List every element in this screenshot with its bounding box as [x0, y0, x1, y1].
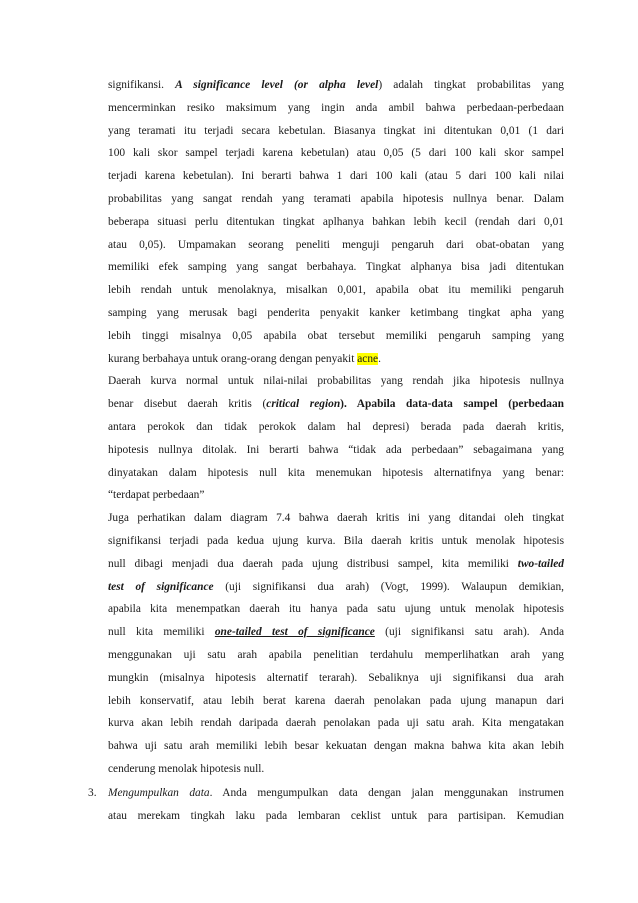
list-item-text	[108, 782, 564, 828]
paragraph-critical-region	[108, 370, 564, 507]
text-line: test of significance (uji signifikansi dua arah) (Vogt, 1999). Walaupun demikian,	[108, 580, 564, 593]
text-line: beberapa situasi perlu ditentukan tingkat aplhanya bahkan lebih kecil (rendah dari 0,01	[108, 215, 564, 228]
text-line: menggunakan uji satu arah apabila penelitian terdahulu memperlihatkan arah yang	[108, 648, 564, 661]
text-line: signifikansi. A significance level (or alpha level) adalah tingkat probabilitas yang	[108, 79, 564, 91]
body-text	[108, 74, 564, 781]
term-test-of-significance: test of significance	[108, 580, 214, 593]
term-significance-level: A significance level (or alpha level	[175, 79, 379, 91]
text-line: atau merekam tingkah laku pada lembaran ceklist untuk para partisipan. Kemudian	[108, 809, 564, 822]
text-line: lebih rendah untuk menolaknya, misalkan 0,001, apabila obat itu memiliki pengaruh	[108, 284, 564, 297]
text-line: lebih tinggi misalnya 0,05 apabila obat tersebut memiliki pengaruh samping yang	[108, 329, 564, 342]
text-line: bahwa uji satu arah memiliki lebih besar kekuatan dengan makna bahwa kita akan lebih	[108, 740, 564, 753]
text-line: hipotesis nullnya ditolak. Ini berarti bahwa “tidak ada perbedaan” sebagaimana yang	[108, 443, 564, 456]
paragraph-significance-level	[108, 74, 564, 370]
text-line: terjadi karena kebetulan). Ini berarti bahwa 1 dari 100 kali (atau 5 dari 100 kali nilai	[108, 170, 564, 183]
text-line: antara perokok dan tidak perokok dalam hal depresi) berada pada daerah kritis,	[108, 420, 564, 433]
text-line: kurva akan lebih rendah daripada daerah penolakan pada uji satu arah. Kita mengatakan	[108, 717, 564, 730]
paragraph-tailed-tests	[108, 507, 564, 781]
text-line: memiliki efek samping yang sangat berbahaya. Tingkat alphanya bisa jadi ditentukan	[108, 261, 564, 274]
text-line: signifikansi terjadi pada kedua ujung kurva. Bila daerah kritis untuk menolak hipotesis	[108, 534, 564, 547]
term-one-tailed-test: one-tailed test of significance	[214, 626, 375, 639]
text-line: null dibagi menjadi dua daerah pada ujung distribusi sampel, kita memiliki two-tailed	[108, 557, 564, 570]
text-line: kurang berbahaya untuk orang-orang dengan penyakit acne.	[108, 352, 381, 365]
text-line: Juga perhatikan dalam diagram 7.4 bahwa daerah kritis ini yang ditandai oleh tingkat	[108, 512, 564, 525]
text-line: yang teramati itu terjadi secara kebetulan. Biasanya tingkat ini ditentukan 0,01 (1 dari	[108, 124, 564, 137]
text-line: cenderung menolak hipotesis null.	[108, 762, 265, 775]
list-item-number: 3.	[88, 787, 97, 799]
term-critical-region: critical region	[266, 398, 341, 411]
term-two-tailed: two-tailed	[517, 557, 564, 570]
text-line: apabila kita menempatkan daerah itu hanya pada satu ujung untuk menolak hipotesis	[108, 603, 564, 616]
text-line: atau 0,05). Umpamakan seorang peneliti menguji pengaruh dari obat-obatan yang	[108, 238, 564, 251]
text-line: mungkin (misalnya hipotesis alternatif terarah). Sebaliknya uji signifikansi dua arah	[108, 671, 564, 684]
text-line: samping yang merusak bagi penderita penyakit kanker ketimbang tingkat apha yang	[108, 306, 564, 319]
text-line: “terdapat perbedaan”	[108, 489, 205, 502]
highlighted-word-acne: acne	[357, 352, 379, 365]
text-line: null kita memiliki one-tailed test of significance (uji signifikansi satu arah). Anda	[108, 626, 564, 639]
text-line: benar disebut daerah kritis (critical region). Apabila data-data sampel (perbedaan	[108, 398, 564, 411]
text-line: dinyatakan dalam hipotesis null kita menemukan hipotesis alternatifnya yang benar:	[108, 466, 564, 479]
text-line: Mengumpulkan data. Anda mengumpulkan data dengan jalan menggunakan instrumen	[108, 787, 564, 799]
text-line: Daerah kurva normal untuk nilai-nilai probabilitas yang rendah jika hipotesis nullnya	[108, 375, 564, 388]
text-line: mencerminkan resiko maksimum yang ingin anda ambil bahwa perbedaan-perbedaan	[108, 101, 564, 114]
item-heading: Mengumpulkan data	[108, 787, 210, 799]
text-line: 100 kali skor sampel terjadi karena kebetulan) atau 0,05 (5 dari 100 kali skor sampel	[108, 147, 564, 160]
text-line: lebih konservatif, atau lebih berat karena daerah penolakan pada ujung manapun dari	[108, 694, 564, 707]
text-line: probabilitas yang sangat rendah yang teramati apabila hipotesis nullnya benar. Dalam	[108, 192, 564, 205]
